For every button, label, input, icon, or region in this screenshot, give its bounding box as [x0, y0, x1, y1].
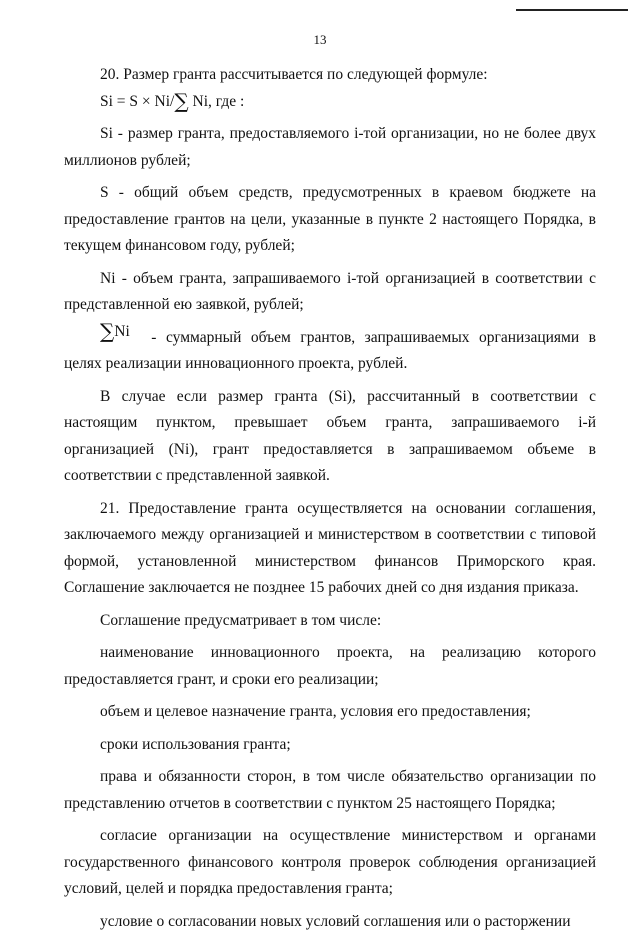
paragraph-21: 21. Предоставление гранта осуществляется на основании соглашения, заключаемого между организацией и министерством в соответствии с типовой формой, установленной министерством финансов Приморского края. Соглашение заключается не позднее 15 рабочих дней со дня издания приказа.	[64, 496, 596, 602]
sum-ni-var: Ni	[114, 323, 130, 340]
sum-symbol: ∑	[174, 89, 188, 113]
sum-ni-text: - суммарный объем грантов, запрашиваемых организациями в целях реализации инновационного проекта, рублей.	[64, 329, 596, 373]
agreement-intro: Соглашение предусматривает в том числе:	[64, 608, 596, 635]
definition-si: Si - размер гранта, предоставляемого i-той организации, но не более двух миллионов рублей;	[64, 121, 596, 174]
formula-lhs: Si = S × Ni/	[100, 93, 174, 110]
agreement-item: сроки использования гранта;	[64, 732, 596, 759]
definition-sum-ni	[64, 325, 596, 378]
grant-formula	[64, 89, 596, 116]
agreement-item: права и обязанности сторон, в том числе обязательство организации по представлению отчетов в соответствии с пунктом 25 настоящего Порядка;	[64, 764, 596, 817]
paragraph-case: В случае если размер гранта (Si), рассчитанный в соответствии с настоящим пунктом, превышает объем гранта, запрашиваемого i-й организацией (Ni), грант предоставляется в запрашиваемом объеме в соответствии с представленной заявкой.	[64, 384, 596, 490]
formula-tail: , где :	[208, 93, 244, 110]
body-text	[64, 62, 596, 935]
sum-symbol: ∑	[100, 319, 114, 343]
page-number: 13	[0, 32, 640, 48]
agreement-item: объем и целевое назначение гранта, условия его предоставления;	[64, 699, 596, 726]
formula-sum-var: Ni	[189, 93, 208, 110]
definition-ni: Ni - объем гранта, запрашиваемого i-той организацией в соответствии с представленной ею заявкой, рублей;	[64, 266, 596, 319]
top-rule	[516, 9, 628, 11]
sum-ni-symbol-group	[100, 323, 130, 340]
paragraph-20-intro: 20. Размер гранта рассчитывается по следующей формуле:	[64, 62, 596, 89]
agreement-item: согласие организации на осуществление министерством и органами государственного финансового контроля проверок соблюдения организацией условий, целей и порядка предоставления гранта;	[64, 823, 596, 903]
agreement-item: условие о согласовании новых условий соглашения или о расторжении	[64, 909, 596, 935]
agreement-item: наименование инновационного проекта, на реализацию которого предоставляется грант, и сроки его реализации;	[64, 640, 596, 693]
definition-s: S - общий объем средств, предусмотренных в краевом бюджете на предоставление грантов на цели, указанные в пункте 2 настоящего Порядка, в текущем финансовом году, рублей;	[64, 180, 596, 260]
